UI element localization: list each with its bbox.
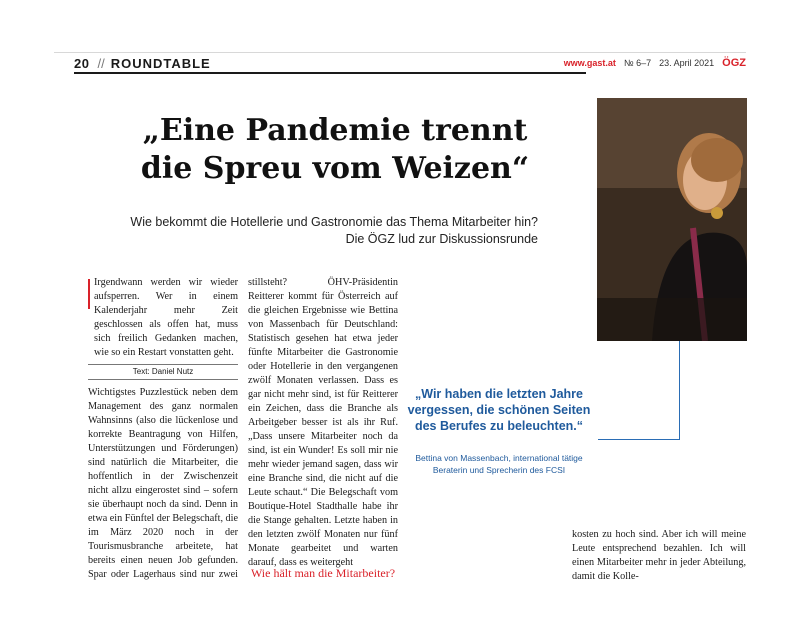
lead-text: Irgendwann werden wir wieder aufsperren. Wer in einem Kalenderjahr mehr Zeit geschlossen als offen hat, muss sich freilich Gedanken machen, wie so ein Restart vonstatten geht.	[94, 277, 238, 358]
body-column-1	[88, 386, 238, 596]
quote-attribution: Bettina von Massenbach, international tätige Beraterin und Sprecherin des FCSI	[415, 453, 583, 475]
header-underline	[74, 72, 586, 74]
top-rule	[54, 52, 746, 53]
quote-connector-horizontal	[598, 439, 680, 440]
body-text-2: stillsteht? ÖHV-Präsidentin Reitterer kommt für Österreich auf die gleichen Ergebnisse wie Bettina von Massenbach für Deutschland: Statistisch gesehen hat etwa jeder fünfte Mitarbeiter die Gastronomie oder Hotellerie in den vergangenen zwölf Monaten verlassen. Dass es gar nicht mehr sind, ist für Reitterer ein Zeichen, dass die Branche als Arbeitgeber besser ist als ihr Ruf. „Dass unsere Mitarbeiter noch da sind, ist ein Wunder! Es soll mir nie mehr wieder jemand sagen, dass wir eine Branche sind, die nicht auf die Leute schaut.“ Die Belegschaft vom Boutique-Hotel Stadthalle habe ihr die Stange gehalten. Letzte haben in den letzten zwölf Monaten nur fünf Monate gearbeitet und warten darauf, dass es weitergeht	[248, 277, 398, 568]
website-link[interactable]: www.gast.at	[563, 58, 616, 68]
portrait-photo	[597, 98, 747, 341]
page-crop-mask	[0, 582, 800, 640]
subtitle-line-2: Die ÖGZ lud zur Diskussionsrunde	[345, 232, 538, 246]
brand-logo: ÖGZ	[722, 57, 746, 69]
body-column-3	[572, 528, 746, 584]
subheading: Wie hält man die Mitarbeiter?	[250, 566, 396, 580]
header-meta	[564, 57, 746, 69]
author-credit: Text: Daniel Nutz	[88, 364, 238, 380]
body-text-1: Wichtigstes Puzzlestück neben dem Management des ganz normalen Wahnsinns (also die lückenlose und korrekte Beantragung von Hilfen, Unterstützungen und Förderungen) sind natürlich die Mitarbeiter, die hoffentlich in der Zwischenzeit nicht allzu eingerostet sind – sofern sie überhaupt noch da sind. Denn in etwa ein Fünftel der Belegschaft, die im März 2020 noch in der Tourismusbranche arbeitete, hat bereits einen neuen Job gefunden. Spar oder Lagerhaus sind nur zwei	[88, 387, 238, 580]
pull-quote: „Wir haben die letzten Jahre vergessen, die schönen Seiten des Berufes zu beleuchten.“	[407, 387, 591, 433]
article-title: „Eine Pandemie trennt die Spreu vom Weizen“	[140, 113, 530, 186]
body-column-2	[248, 276, 398, 570]
lead-paragraph	[88, 276, 238, 360]
page-number: 20	[74, 55, 90, 71]
section-label: ROUNDTABLE	[110, 55, 211, 71]
subtitle-line-1: Wie bekommt die Hotellerie und Gastronomie das Thema Mitarbeiter hin?	[130, 215, 538, 229]
body-text-3: kosten zu hoch sind. Aber ich will meine Leute entsprechend bezahlen. Ich will einen Mitarbeiter mehr in jeder Abteilung, damit die Kolle-	[572, 529, 746, 582]
quote-connector-vertical	[679, 341, 680, 439]
article-subtitle	[100, 214, 538, 248]
issue-number: № 6–7	[623, 58, 652, 68]
issue-date: 23. April 2021	[659, 58, 715, 68]
page-header	[74, 54, 746, 72]
header-separator: //	[97, 55, 105, 71]
portrait-illustration	[597, 98, 747, 341]
